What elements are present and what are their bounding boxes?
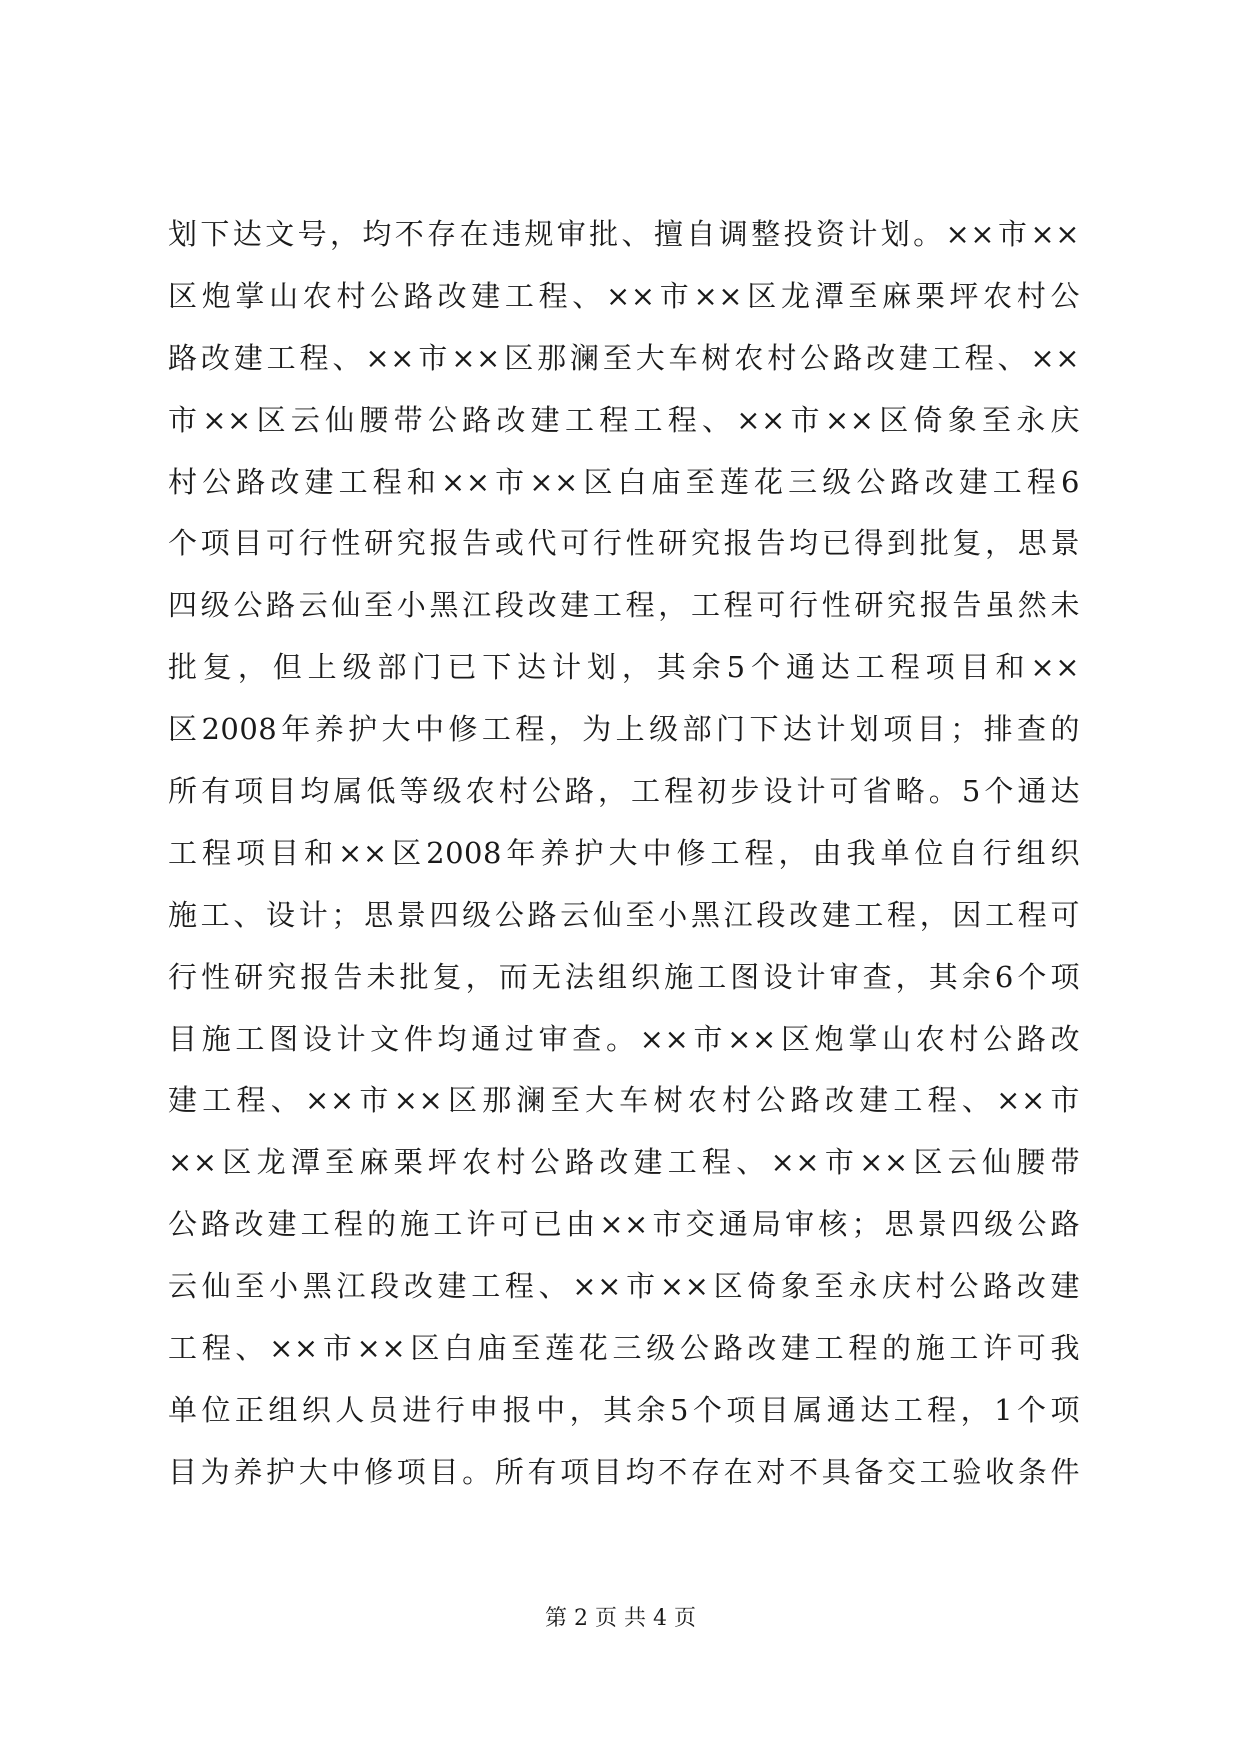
text-line: 村公路改建工程和××市××区白庙至莲花三级公路改建工程6 xyxy=(168,464,1080,499)
text-line: 区2008年养护大中修工程，为上级部门下达计划项目；排查的 xyxy=(168,712,1080,747)
text-line: 所有项目均属低等级农村公路，工程初步设计可省略。5个通达 xyxy=(168,774,1080,809)
text-line: 工程项目和××区2008年养护大中修工程，由我单位自行组织 xyxy=(168,835,1080,870)
text-line: 公路改建工程的施工许可已由××市交通局审核；思景四级公路 xyxy=(168,1207,1080,1242)
text-line: 个项目可行性研究报告或代可行性研究报告均已得到批复，思景 xyxy=(168,526,1080,561)
text-line: 四级公路云仙至小黑江段改建工程，工程可行性研究报告虽然未 xyxy=(168,588,1080,623)
text-line: 批复，但上级部门已下达计划，其余5个通达工程项目和×× xyxy=(168,650,1080,685)
page-number-footer: 第 2 页 共 4 页 xyxy=(545,1606,696,1631)
text-line: 路改建工程、××市××区那澜至大车树农村公路改建工程、×× xyxy=(168,340,1080,375)
text-line: 单位正组织人员进行申报中，其余5个项目属通达工程，1个项 xyxy=(168,1392,1080,1427)
text-line: 划下达文号，均不存在违规审批、擅自调整投资计划。××市×× xyxy=(168,217,1080,251)
text-line: 云仙至小黑江段改建工程、××市××区倚象至永庆村公路改建 xyxy=(168,1269,1080,1304)
text-line: 工程、××市××区白庙至莲花三级公路改建工程的施工许可我 xyxy=(168,1331,1080,1366)
text-line: 目施工图设计文件均通过审查。××市××区炮掌山农村公路改 xyxy=(168,1021,1080,1056)
text-line: 市××区云仙腰带公路改建工程工程、××市××区倚象至永庆 xyxy=(168,402,1080,437)
text-line: 区炮掌山农村公路改建工程、××市××区龙潭至麻栗坪农村公 xyxy=(168,278,1080,313)
body-text xyxy=(168,204,1080,1504)
text-line: 目为养护大中修项目。所有项目均不存在对不具备交工验收条件 xyxy=(168,1454,1080,1489)
text-line: ××区龙潭至麻栗坪农村公路改建工程、××市××区云仙腰带 xyxy=(168,1145,1080,1180)
text-line: 施工、设计；思景四级公路云仙至小黑江段改建工程，因工程可 xyxy=(168,897,1080,932)
text-line: 行性研究报告未批复，而无法组织施工图设计审查，其余6个项 xyxy=(168,959,1080,994)
text-line: 建工程、××市××区那澜至大车树农村公路改建工程、××市 xyxy=(168,1083,1080,1118)
